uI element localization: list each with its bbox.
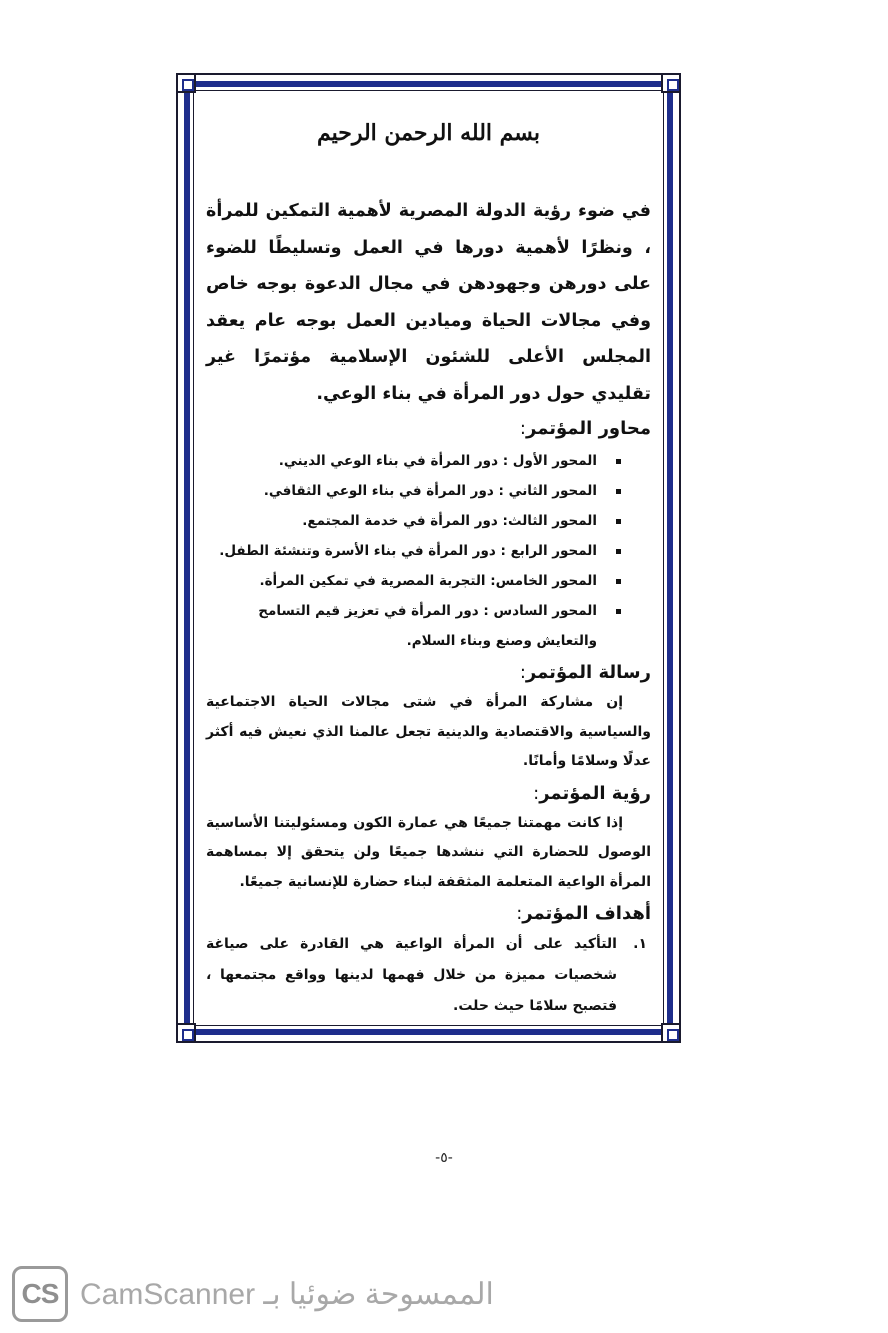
- axes-list: [206, 446, 651, 656]
- message-heading-colon: :: [519, 662, 526, 683]
- list-item: المحور الثاني : دور المرأة في بناء الوعي الثقافي.: [206, 476, 627, 506]
- message-paragraph: إن مشاركة المرأة في شتى مجالات الحياة الاجتماعية والسياسية والاقتصادية والدينية تجعل عالمنا الذي نعيش فيه أكثر عدلًا وسلامًا وأمانًا.: [206, 694, 651, 769]
- goals-heading-colon: :: [516, 903, 523, 924]
- axes-heading-colon: :: [519, 418, 526, 439]
- goals-heading-text: أهداف المؤتمر: [522, 903, 651, 924]
- message-section-heading: [206, 658, 651, 688]
- basmala-heading: بسم الله الرحمن الرحيم: [316, 120, 541, 146]
- goals-list: [206, 929, 651, 1022]
- goals-section-heading: [206, 899, 651, 929]
- list-item: المحور السادس : دور المرأة في تعزيز قيم التسامح والتعايش وصنع وبناء السلام.: [206, 596, 627, 656]
- vision-heading-text: رؤية المؤتمر: [539, 782, 651, 804]
- page-content: [206, 103, 651, 1013]
- vision-paragraph: إذا كانت مهمتنا جميعًا هي عمارة الكون ومسئوليتنا الأساسية الوصول للحضارة التي ننشدها جميعًا ولن يتحقق إلا بمساهمة المرأة الواعية المتعلمة المثقفة لبناء حضارة للإنسانية جميعًا.: [206, 814, 651, 890]
- list-item: [206, 929, 651, 1022]
- goal-number: ١.: [633, 936, 647, 952]
- vision-heading-colon: :: [533, 782, 540, 804]
- list-item: المحور الخامس: التجربة المصرية في تمكين المرأة.: [206, 566, 627, 596]
- frame-corner-ornament: [661, 73, 681, 93]
- list-item: المحور الأول : دور المرأة في بناء الوعي الديني.: [206, 446, 627, 476]
- message-heading-text: رسالة المؤتمر: [525, 662, 651, 683]
- axes-heading-text: محاور المؤتمر: [526, 418, 651, 439]
- watermark-text: CamScanner الممسوحة ضوئيا بـ: [80, 1277, 494, 1311]
- axes-section-heading: [206, 414, 651, 444]
- list-item: المحور الثالث: دور المرأة في خدمة المجتمع.: [206, 506, 627, 536]
- camscanner-watermark: [12, 1266, 572, 1322]
- goal-text: التأكيد على أن المرأة الواعية هي القادرة على صياغة شخصيات مميزة من خلال فهمها لدينها وواقع مجتمعها ، فتصبح سلامًا حيث حلت.: [206, 936, 617, 1014]
- frame-corner-ornament: [176, 1023, 196, 1043]
- page-number: -٥-: [435, 1150, 453, 1166]
- camscanner-logo-icon: CS: [12, 1266, 68, 1322]
- vision-section-heading: [206, 779, 651, 809]
- frame-corner-ornament: [176, 73, 196, 93]
- intro-paragraph: في ضوء رؤية الدولة المصرية لأهمية التمكين للمرأة ، ونظرًا لأهمية دورها في العمل وتسليطًا للضوء على دورهن وجهودهن في مجال الدعوة بوجه خاص وفي مجالات الحياة وميادين العمل بوجه عام يعقد المجلس الأعلى للشئون الإسلامية مؤتمرًا غير تقليدي حول دور المرأة في بناء الوعي.: [206, 201, 651, 404]
- list-item: المحور الرابع : دور المرأة في بناء الأسرة وتنشئة الطفل.: [206, 536, 627, 566]
- frame-corner-ornament: [661, 1023, 681, 1043]
- page-frame: [176, 73, 681, 1043]
